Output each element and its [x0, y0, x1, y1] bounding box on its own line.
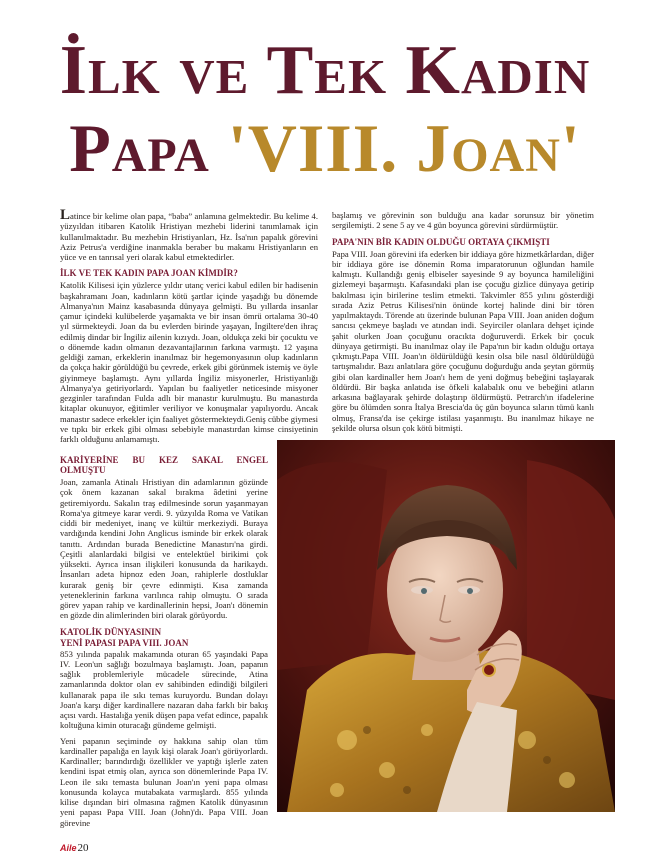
paragraph-reign: başlamış ve görevinin son bulduğu ana kadar sorunsuz bir yönetim sergilemişti. 2 sene 5 ay ve 4 gün boyunca görevini sürdürmüştür.	[332, 210, 594, 231]
paragraph-who-is-joan: Katolik Kilisesi için yüzlerce yıldır utanç verici kabul edilen bir hadisenin başkahramanı Joan, kadınların kötü şartlar içinde yaşadığı bu dönemde Almanya'nın Mainz kasabasında dünyaya gelmişti. Bu yıllarda insanlar çamur içindeki kulübelerde yaşamakta ve bir insan ömrü ortalama 30-40 yıl sürmekteydi. Joan da bu evlerden birinde yaşayan, İngiltere'den ihraç edilmiş dindar bir İngiliz ailenin kızıydı. Joan, oldukça zeki bir çocuktu ve o dönemde kadın olmanın dezavantajlarının farkına varmıştı. 12 yaşına geldiği zaman, erkeklerin inanılmaz bir hegemonyasının olup kadınların da çokça hakir görüldüğü bu çevrede, erkek gibi görünmek istemiş ve öyle giyinmeye başlamıştı. Aynı yıllarda İngiliz misyonerler, Hristiyanlığı Almanya'ya getiriyorlardı. Yapılan bu faaliyetler neticesinde misyoner gezginler tarafından Fulda adlı bir manastır kurulmuştu. Bu manastırda kitaplar okunuyor, eğitimler veriliyor ve konuşmalar yapılıyordu. Ancak manastır sadece erkekler için faaliyet göstermekteydi.Geniş cübbe giymesi ve tıpkı bir erkek gibi olması sebebiyle manastırdan kimse cinsiyetinin farklı olduğunu anlamamıştı.	[60, 280, 318, 444]
section-heading-beard: KARİYERİNE BU KEZ SAKAL ENGEL OLMUŞTU	[60, 455, 268, 475]
section-heading-new-pope-line1: KATOLİK DÜNYASININ	[60, 626, 162, 637]
page-footer	[60, 843, 89, 854]
title-line-2-prefix: Papa	[69, 110, 228, 186]
paragraph-revealed: Papa VIII. Joan görevini ifa ederken bir iddiaya göre hizmetkârlardan, diğer bir iddiaya göre ise dönemin Roma imparatorunun oğlundan hamile kalmıştı. Kullandığı geniş elbiseler sayesinde 9 ay boyunca hamileliğini gizlemeyi başarmıştı. Kafasındaki plan ise çocuğu gizlice dünyaya getirip bakılması için birilerine teslim etmekti. Takvimler 855 yılını gösterdiği sırada Aziz Petrus Kilisesi'nin önünde kortej halinde dini bir tören yapılmaktaydı. Törende atı üzerinde bulunan Papa VIII. Joan aniden doğum sancısı çekmeye başladı ve atından indi. Seyirciler olanlara dehşet içinde şahit olurken Joan çocuğunu oracıkta doğuruverdi. Erkek bir çocuk dünyaya getirmişti. Bu inanılmaz olay ile Papa'nın bir kadın olduğu ortaya çıkmıştı.Papa VIII. Joan'ın öldürüldüğü kesin olsa bile nasıl öldürüldüğü tartışmalıdır. Bazı anlatılara göre çocuğunu doğurduğu anda şeytan görmüş gibi olan kardinaller hem Joan'ı hem de yeni doğmuş bebeğini taşlayarak öldürdü. Bir başka anlatıda ise öfkeli kalabalık onu ve bebeğini atların arkasına bağlayarak şehirde dolaştırıp öldürmüştü. Petrarch'ın ifadelerine göre bu ölümden sonra İtalya Brescia'da üç gün boyunca sıların tümü kanlı olmuş, Fransa'da ise çekirge istilası yaşanmıştı. Bu inanılmaz hikaye ne şekilde olursa olsun çok kötü bitmişti.	[332, 248, 594, 433]
title-line-2	[0, 110, 650, 186]
section-heading-new-pope-line2: YENİ PAPASI PAPA VIII. JOAN	[60, 637, 189, 648]
section-heading-revealed: PAPA'NIN BİR KADIN OLDUĞU ORTAYA ÇIKMIŞTI	[332, 236, 550, 247]
title-line-2-highlight: 'VIII. Joan'	[227, 110, 581, 186]
paragraph-beard: Joan, zamanla Atinalı Hristiyan din adamlarının gözünde çok önem kazanan sakal bırakma âdetini yerine getiremiyordu. Sakalın traş edilmesinde sorun yaşanmayan Roma'ya gitmeye karar verdi. 9. yüzyılda Roma ve Vatikan ciddi bir medeniyet, inanç ve kültür merkeziydi. Buraya vardığında kendini John Anglicus isminde bir erkek olarak tanıttı. Ardından burada Benedictine Manastırı'na girdi. Çeşitli alanlardaki bilgisi ve entelektüel birikimi çok yüksekti. Ayrıca insan ilişkileri konusunda da harikaydı. İnsanları adeta hipnoz eden Joan, rahiplerle dostluklar kurarak geniş bir çevre edinmişti. Kısa zamanda yeteneklerinin farkına varılınca rahip olmuştu. O sırada görev yapan rahip ve kardinallerinin hepsi, Joan'ı dönemin en gözde din alimlerinden biri olarak görüyordu.	[60, 477, 268, 621]
intro-paragraph	[60, 207, 318, 262]
page-number: 20	[77, 842, 89, 854]
text-column-left	[60, 207, 318, 449]
magazine-logo: Aile	[60, 843, 77, 853]
section-heading-who-is-joan: İLK VE TEK KADIN PAPA JOAN KİMDİR?	[60, 268, 238, 279]
paragraph-new-pope: 853 yılında papalık makamında oturan 65 yaşındaki Papa IV. Leon'un sağlığı bozulmaya başlamıştı. Joan, papanın sağlık problemleriyle mücadele sürecinde, Atina zamanlarında doktor olan ev sahibinden edindiği bilgileri kullanarak papa ile sıkı temas kuruyordu. Bundan dolayı Joan'a karşı diğer kardinallere nazaran daha farklı bir bakış açısı vardı. Hastalığa yenik düşen papa vefat edince, papalık koltuğuna kimin oturacağı gündeme gelmişti.	[60, 648, 268, 731]
paragraph-election: Yeni papanın seçiminde oy hakkına sahip olan tüm kardinaller papalığa en layık kişi olarak Joan'ı görüyorlardı. Kardinaller; barındırdığı özellikler ve yaptığı işlerle zaten kendini ispat etmiş olan, ayrıca son dönemlerinde Papa IV. Leon ile sıkı temasta bulunan Joan'ın yeni papa olması konusunda kolayca mutabakata varmışlardı. 855 yılında kilise dışından biri olmasına rağmen Katolik dünyasının yeni papası Papa VIII. Joan (John)'dı. Papa VIII. Joan görevine	[60, 735, 268, 828]
title-line-1: İlk ve Tek Kadın	[59, 32, 591, 109]
drop-cap: L	[60, 207, 71, 223]
text-column-lower-left	[60, 455, 268, 833]
text-column-right	[332, 210, 594, 438]
portrait-photo	[277, 440, 615, 812]
intro-text: atince bir kelime olan papa, “baba” anlamına gelmektedir. Bu kelime 4. yüzyıldan itibaren Katolik Hristiyan mezhebi liderini tanımlamak için kullanılmaktadır. Bu mezhebin Hristiyanları, Hz. İsa'nın papalık görevini Aziz Petrus'a verdiğine inanmakla beraber bu makamı Hristiyanların en yüce ve en tanrısal yeri olarak kabul etmektedirler.	[60, 211, 318, 262]
